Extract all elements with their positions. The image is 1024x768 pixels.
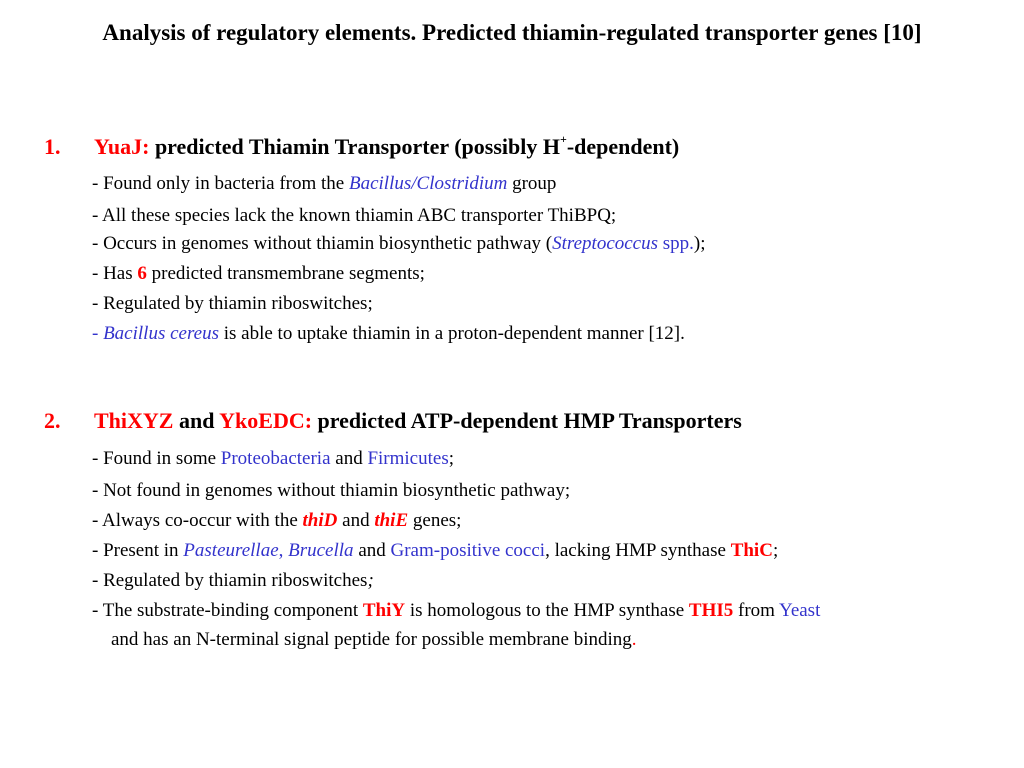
term-gram-positive-cocci: Gram-positive cocci: [390, 540, 546, 561]
s2-line-4: [92, 540, 778, 562]
text: and has an N-terminal signal peptide for possible membrane binding: [111, 629, 632, 650]
s2-line-6: [92, 600, 820, 622]
period: .: [631, 629, 637, 650]
section-2-number: 2.: [44, 408, 61, 433]
text: and: [173, 408, 220, 433]
text: ;: [448, 448, 455, 469]
term-proteobacteria: Proteobacteria: [220, 448, 331, 469]
text: from: [733, 600, 779, 621]
text: and: [330, 448, 368, 469]
text: - Occurs in genomes without thiamin biosynthetic pathway (: [92, 233, 553, 254]
gene-thi5: THI5: [688, 600, 734, 621]
dash: -: [92, 323, 104, 344]
gene-thixyz: ThiXYZ: [94, 408, 174, 433]
s2-line-1: [92, 448, 454, 470]
s1-line-2: - All these species lack the known thiamin ABC transporter ThiBPQ;: [92, 205, 617, 226]
term-spp: spp.: [658, 233, 694, 254]
gene-yuaj: YuaJ:: [94, 134, 150, 159]
term-brucella: Brucella: [288, 540, 354, 561]
gene-thic: ThiC: [730, 540, 773, 561]
gene-ykoedc: YkoEDC:: [219, 408, 313, 433]
section-1-heading-end: -dependent): [566, 134, 680, 159]
comma: ,: [278, 540, 284, 561]
text: - Present in: [92, 540, 184, 561]
segment-count: 6: [137, 263, 147, 284]
text: - Found only in bacteria from the: [92, 173, 349, 194]
text: - Regulated by thiamin riboswitches: [92, 570, 368, 591]
gene-thie: thiE: [374, 510, 409, 531]
text: , lacking HMP synthase: [545, 540, 731, 561]
text: ;: [367, 570, 374, 591]
section-1-heading: [44, 134, 679, 160]
term-bacillus-clostridium: Bacillus/Clostridium: [348, 173, 508, 194]
superscript-plus: +: [559, 132, 567, 146]
text: );: [693, 233, 706, 254]
term-streptococcus: Streptococcus: [552, 233, 659, 254]
text: - Has: [92, 263, 138, 284]
s1-line-4: [92, 263, 425, 285]
text: and: [353, 540, 391, 561]
text: genes;: [408, 510, 462, 531]
s2-line-2: - Not found in genomes without thiamin biosynthetic pathway;: [92, 480, 571, 501]
term-firmicutes: Firmicutes: [367, 448, 449, 469]
gene-thid: thiD: [302, 510, 338, 531]
gene-thiy: ThiY: [362, 600, 406, 621]
text: is homologous to the HMP synthase: [405, 600, 689, 621]
term-pasteurellae: Pasteurellae: [183, 540, 279, 561]
slide-title: Analysis of regulatory elements. Predicted thiamin-regulated transporter genes [10]: [102, 20, 922, 45]
text: is able to uptake thiamin in a proton-dependent manner [12].: [218, 323, 685, 344]
section-1-number: 1.: [44, 134, 61, 159]
term-bacillus-cereus: Bacillus cereus: [103, 323, 219, 344]
text: - Always co-occur with the: [92, 510, 303, 531]
s2-line-3: [92, 510, 461, 532]
s1-line-3: [92, 233, 706, 255]
text: - The substrate-binding component: [92, 600, 363, 621]
s2-line-5: [92, 570, 374, 592]
text: predicted transmembrane segments;: [146, 263, 425, 284]
s1-line-5: - Regulated by thiamin riboswitches;: [92, 293, 373, 314]
s1-line-1: [92, 173, 556, 195]
term-yeast: Yeast: [779, 600, 821, 621]
text: ;: [772, 540, 779, 561]
section-2-heading: [44, 408, 742, 434]
s1-line-6: [92, 323, 685, 345]
section-1-heading-text: predicted Thiamin Transporter (possibly H: [149, 134, 560, 159]
text: and: [337, 510, 375, 531]
section-2-heading-text: predicted ATP-dependent HMP Transporters: [312, 408, 742, 433]
text: group: [507, 173, 557, 194]
text: - Found in some: [92, 448, 221, 469]
s2-line-7: [111, 629, 637, 651]
